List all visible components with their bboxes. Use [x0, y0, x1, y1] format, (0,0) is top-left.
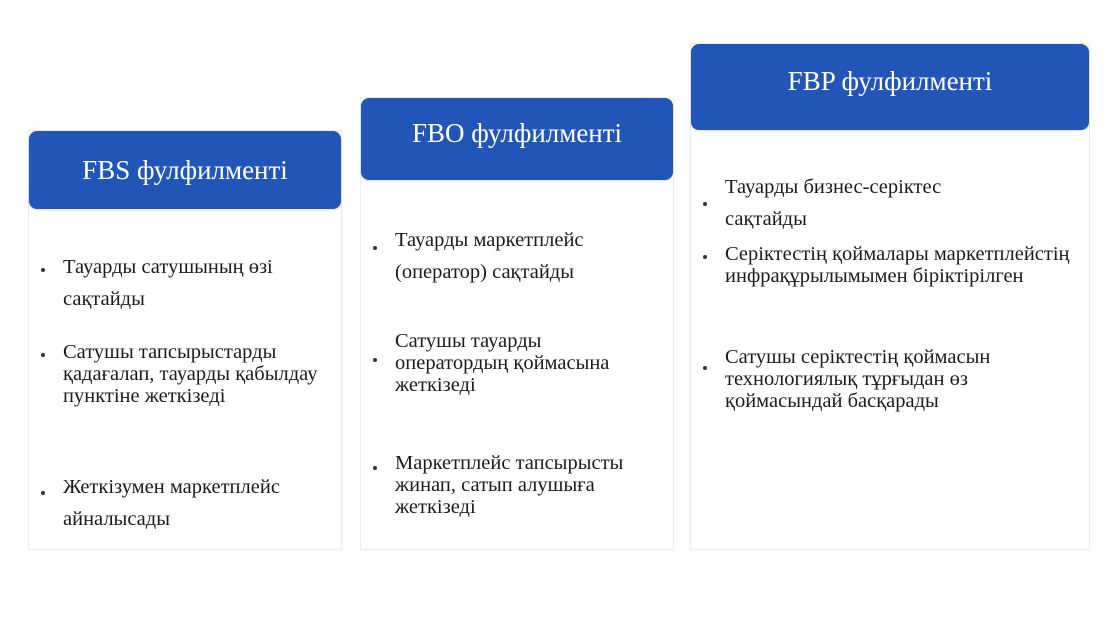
fbs-title: FBS фулфилменті [82, 154, 288, 185]
bullet-dot-icon [703, 255, 707, 259]
fbo-item-3: Маркетплейс тапсырысты жинап, сатып алушыға жеткізеді [395, 452, 659, 518]
bullet-dot-icon [373, 358, 377, 362]
fbo-item-1: Тауарды маркетплейс (оператор) сақтайды [395, 224, 633, 288]
fbo-item-2: Сатушы тауарды оператордың қоймасына жеткізеді [395, 330, 659, 396]
bullet-dot-icon [373, 246, 377, 250]
fbo-title: FBO фулфилменті [411, 118, 623, 148]
fbo-header [361, 98, 673, 180]
bullet-dot-icon [41, 268, 45, 272]
fbp-item-1: Тауарды бизнес-серіктес сақтайды [725, 171, 959, 235]
fbs-item-2: Сатушы тапсырыстарды қадағалап, тауарды қабылдау пунктіне жеткізеді [63, 341, 327, 407]
fbs-item-1: Тауарды сатушының өзі сақтайды [63, 251, 327, 315]
fbs-column [28, 130, 342, 550]
bullet-dot-icon [41, 491, 45, 495]
bullet-dot-icon [41, 353, 45, 357]
bullet-dot-icon [703, 366, 707, 370]
fbp-item-2: Серіктестің қоймалары маркетплейстің инфрақұрылымымен біріктірілген [725, 243, 1081, 287]
fbs-item-3: Жеткізумен маркетплейс айналысады [63, 471, 317, 535]
fbp-title: FBP фулфилменті [787, 66, 993, 96]
bullet-dot-icon [373, 466, 377, 470]
fbs-header [29, 131, 341, 209]
fbp-item-3: Сатушы серіктестің қоймасын технологиялық тұрғыдан өз қоймасындай басқарады [725, 346, 1009, 412]
fbp-header [691, 44, 1089, 130]
fbp-column [690, 43, 1090, 550]
fbo-column [360, 97, 674, 550]
bullet-dot-icon [703, 202, 707, 206]
